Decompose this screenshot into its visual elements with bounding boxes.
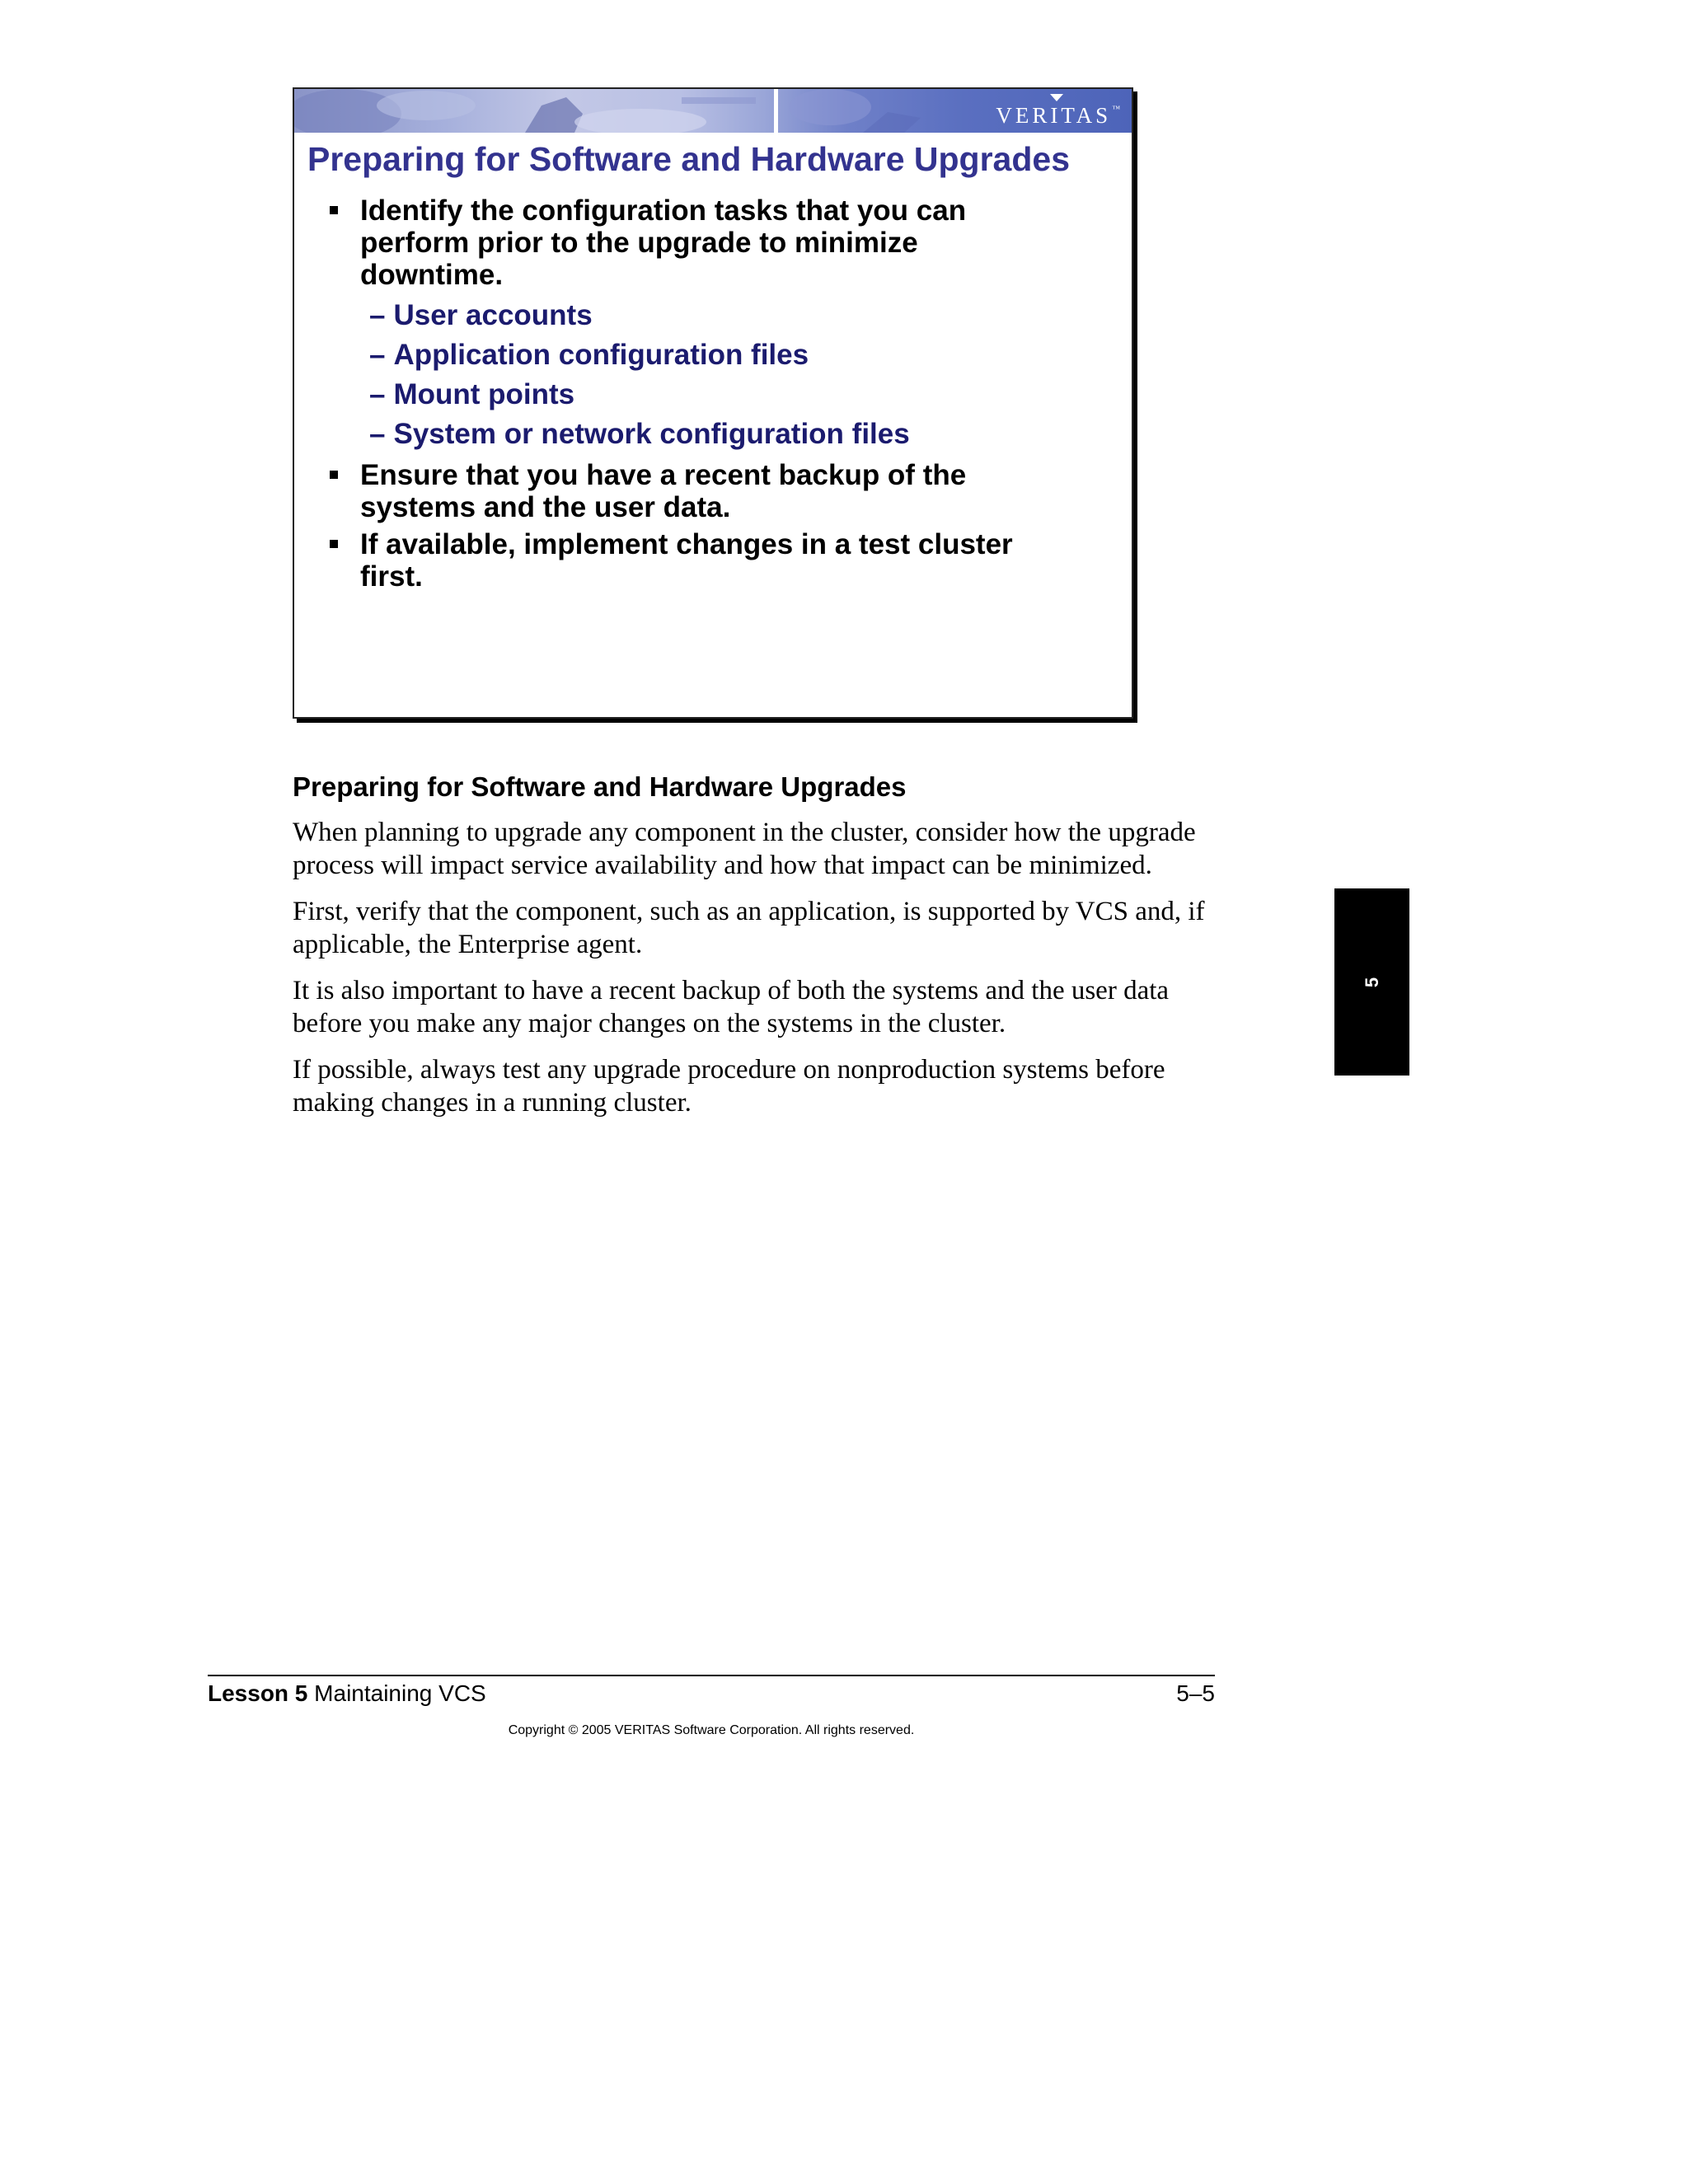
square-bullet-icon — [330, 471, 338, 479]
notes-paragraph: It is also important to have a recent backup of both the systems and the user data before you make any major changes on the systems in the cluster. — [293, 976, 1170, 1038]
sub-bullet-text: Application configuration files — [393, 339, 809, 371]
dash-marker: – — [369, 378, 386, 410]
sub-bullet-item — [294, 335, 1132, 375]
square-bullet-icon — [330, 540, 338, 548]
copyright-notice: Copyright © 2005 VERITAS Software Corporation. All rights reserved. — [508, 1723, 915, 1737]
logo-text: VERITAS — [996, 103, 1112, 128]
dash-marker: – — [369, 339, 386, 371]
sub-bullet-list — [294, 296, 1132, 454]
sub-bullet-text: Mount points — [393, 378, 575, 410]
bullet-item — [294, 459, 1036, 523]
sub-bullet-text: System or network configuration files — [393, 418, 910, 450]
dash-marker: – — [369, 418, 386, 450]
sub-bullet-item — [294, 415, 1132, 454]
footer-page-number: 5–5 — [1176, 1680, 1215, 1706]
sub-bullet-item — [294, 375, 1132, 415]
footer-lesson-label: Lesson 5 — [208, 1680, 308, 1706]
footer-lesson — [208, 1680, 486, 1707]
notes-paragraph: When planning to upgrade any component in the cluster, consider how the upgrade process will impact service availability and how that impact can be minimized. — [293, 818, 1196, 880]
slide-bullet-list — [294, 194, 1132, 598]
bullet-text: Ensure that you have a recent backup of the systems and the user data. — [360, 459, 967, 523]
logo-triangle-icon — [1050, 94, 1063, 101]
slide-title: Preparing for Software and Hardware Upgrades — [307, 140, 1071, 178]
banner-divider — [774, 89, 778, 133]
dash-marker: – — [369, 299, 386, 331]
slide-frame — [293, 87, 1133, 719]
veritas-logo — [996, 96, 1120, 129]
notes-paragraph: First, verify that the component, such as an application, is supported by VCS and, if applicable, the Enterprise agent. — [293, 897, 1205, 959]
footer-rule — [208, 1675, 1215, 1676]
logo-trademark: ™ — [1112, 105, 1120, 114]
sub-bullet-text: User accounts — [393, 299, 593, 331]
bullet-text: If available, implement changes in a test cluster first. — [360, 528, 1013, 593]
bullet-item — [294, 194, 1036, 291]
bullet-item — [294, 528, 1036, 593]
square-bullet-icon — [330, 206, 338, 214]
bullet-text: Identify the configuration tasks that you can perform prior to the upgrade to minimize downtime. — [360, 194, 967, 291]
chapter-tab-label: 5 — [1361, 977, 1382, 987]
slide-banner — [294, 89, 1132, 133]
footer-lesson-title: Maintaining VCS — [314, 1680, 486, 1706]
notes-body — [293, 816, 1224, 1132]
notes-heading: Preparing for Software and Hardware Upgrades — [293, 771, 907, 802]
notes-paragraph: If possible, always test any upgrade procedure on nonproduction systems before making changes in a running cluster. — [293, 1055, 1165, 1118]
sub-bullet-item — [294, 296, 1132, 335]
chapter-side-tab — [1334, 888, 1409, 1076]
